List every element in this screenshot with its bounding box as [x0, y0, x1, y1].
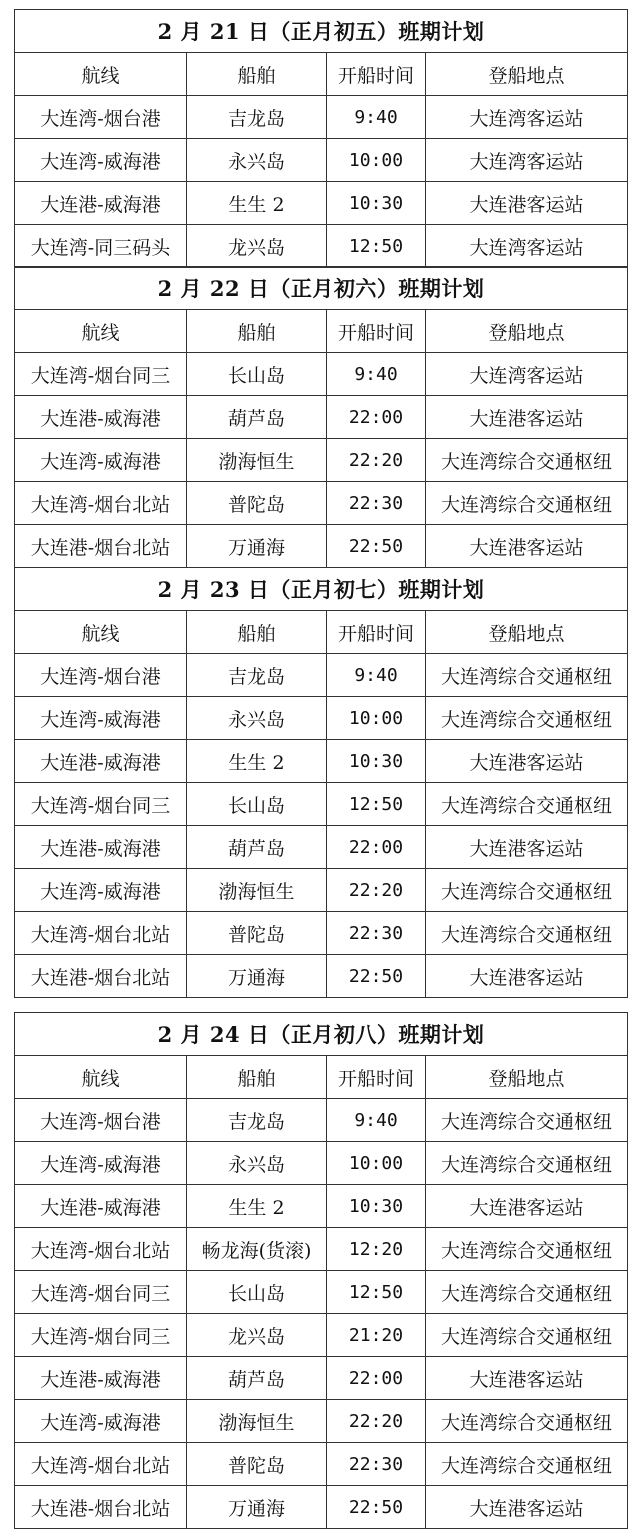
route-cell: 大连湾-烟台同三: [15, 783, 187, 826]
location-cell: 大连港客运站: [426, 396, 628, 439]
table-row: [15, 1185, 628, 1228]
location-cell: 大连港客运站: [426, 182, 628, 225]
location-cell: 大连湾客运站: [426, 225, 628, 268]
table-row: [15, 740, 628, 783]
time-cell: 22:30: [327, 912, 426, 955]
header-location: 登船地点: [426, 1056, 628, 1099]
route-cell: 大连湾-威海港: [15, 1142, 187, 1185]
ship-cell: 渤海恒生: [187, 1400, 327, 1443]
ship-cell: 长山岛: [187, 1271, 327, 1314]
location-cell: 大连港客运站: [426, 1357, 628, 1400]
route-cell: 大连港-烟台北站: [15, 525, 187, 568]
time-cell: 9:40: [327, 96, 426, 139]
time-cell: 22:00: [327, 396, 426, 439]
route-cell: 大连港-威海港: [15, 740, 187, 783]
schedule-table: [14, 266, 628, 568]
route-cell: 大连湾-烟台同三: [15, 353, 187, 396]
ship-cell: 生生 2: [187, 1185, 327, 1228]
time-cell: 12:20: [327, 1228, 426, 1271]
location-cell: 大连湾综合交通枢纽: [426, 912, 628, 955]
header-time: 开船时间: [327, 611, 426, 654]
ship-cell: 龙兴岛: [187, 225, 327, 268]
table-header-row: [15, 53, 628, 96]
table-row: [15, 697, 628, 740]
location-cell: 大连湾客运站: [426, 139, 628, 182]
time-cell: 22:50: [327, 1486, 426, 1529]
time-cell: 10:30: [327, 182, 426, 225]
header-route: 航线: [15, 611, 187, 654]
table-row: [15, 182, 628, 225]
table-row: [15, 396, 628, 439]
location-cell: 大连湾综合交通枢纽: [426, 439, 628, 482]
table-row: [15, 1314, 628, 1357]
time-cell: 12:50: [327, 225, 426, 268]
route-cell: 大连湾-烟台北站: [15, 912, 187, 955]
route-cell: 大连湾-烟台北站: [15, 1228, 187, 1271]
ship-cell: 永兴岛: [187, 1142, 327, 1185]
ship-cell: 渤海恒生: [187, 869, 327, 912]
time-cell: 10:00: [327, 1142, 426, 1185]
table-row: [15, 1486, 628, 1529]
table-header-row: [15, 310, 628, 353]
location-cell: 大连湾综合交通枢纽: [426, 654, 628, 697]
route-cell: 大连港-威海港: [15, 396, 187, 439]
ship-cell: 吉龙岛: [187, 654, 327, 697]
route-cell: 大连湾-烟台同三: [15, 1271, 187, 1314]
table-row: [15, 654, 628, 697]
table-row: [15, 1142, 628, 1185]
location-cell: 大连湾综合交通枢纽: [426, 1271, 628, 1314]
table-row: [15, 1443, 628, 1486]
header-time: 开船时间: [327, 53, 426, 96]
table-row: [15, 1357, 628, 1400]
table-row: [15, 353, 628, 396]
header-location: 登船地点: [426, 611, 628, 654]
time-cell: 22:30: [327, 482, 426, 525]
location-cell: 大连湾综合交通枢纽: [426, 1400, 628, 1443]
location-cell: 大连港客运站: [426, 955, 628, 998]
header-time: 开船时间: [327, 1056, 426, 1099]
table-row: [15, 912, 628, 955]
location-cell: 大连港客运站: [426, 525, 628, 568]
ship-cell: 生生 2: [187, 182, 327, 225]
header-route: 航线: [15, 53, 187, 96]
schedule-title: 2 月 23 日（正月初七）班期计划: [15, 568, 628, 611]
ship-cell: 永兴岛: [187, 139, 327, 182]
header-ship: 船舶: [187, 53, 327, 96]
table-row: [15, 139, 628, 182]
route-cell: 大连湾-烟台北站: [15, 482, 187, 525]
schedule-table: [14, 9, 628, 268]
table-row: [15, 439, 628, 482]
route-cell: 大连港-烟台北站: [15, 1486, 187, 1529]
time-cell: 9:40: [327, 353, 426, 396]
time-cell: 9:40: [327, 1099, 426, 1142]
route-cell: 大连湾-烟台港: [15, 654, 187, 697]
schedule-table: [14, 567, 628, 998]
location-cell: 大连湾综合交通枢纽: [426, 482, 628, 525]
time-cell: 22:20: [327, 1400, 426, 1443]
route-cell: 大连湾-烟台港: [15, 1099, 187, 1142]
table-row: [15, 482, 628, 525]
ship-cell: 普陀岛: [187, 912, 327, 955]
time-cell: 22:30: [327, 1443, 426, 1486]
route-cell: 大连湾-威海港: [15, 439, 187, 482]
location-cell: 大连湾综合交通枢纽: [426, 783, 628, 826]
route-cell: 大连港-威海港: [15, 1185, 187, 1228]
ship-cell: 吉龙岛: [187, 1099, 327, 1142]
location-cell: 大连港客运站: [426, 826, 628, 869]
time-cell: 10:00: [327, 697, 426, 740]
header-route: 航线: [15, 1056, 187, 1099]
ship-cell: 普陀岛: [187, 1443, 327, 1486]
time-cell: 10:00: [327, 139, 426, 182]
ship-cell: 吉龙岛: [187, 96, 327, 139]
table-header-row: [15, 611, 628, 654]
time-cell: 22:20: [327, 869, 426, 912]
ship-cell: 葫芦岛: [187, 826, 327, 869]
route-cell: 大连港-威海港: [15, 826, 187, 869]
schedule-title-row: [15, 267, 628, 310]
table-row: [15, 525, 628, 568]
location-cell: 大连湾综合交通枢纽: [426, 1314, 628, 1357]
table-row: [15, 1228, 628, 1271]
location-cell: 大连湾综合交通枢纽: [426, 1099, 628, 1142]
ship-cell: 龙兴岛: [187, 1314, 327, 1357]
schedule-title-row: [15, 10, 628, 53]
header-location: 登船地点: [426, 53, 628, 96]
ship-cell: 生生 2: [187, 740, 327, 783]
route-cell: 大连湾-烟台北站: [15, 1443, 187, 1486]
ship-cell: 渤海恒生: [187, 439, 327, 482]
ship-cell: 畅龙海(货滚): [187, 1228, 327, 1271]
time-cell: 22:50: [327, 955, 426, 998]
location-cell: 大连港客运站: [426, 740, 628, 783]
table-row: [15, 96, 628, 139]
table-row: [15, 869, 628, 912]
ship-cell: 长山岛: [187, 783, 327, 826]
header-time: 开船时间: [327, 310, 426, 353]
route-cell: 大连湾-烟台港: [15, 96, 187, 139]
schedule-title: 2 月 21 日（正月初五）班期计划: [15, 10, 628, 53]
time-cell: 10:30: [327, 1185, 426, 1228]
location-cell: 大连湾综合交通枢纽: [426, 869, 628, 912]
location-cell: 大连湾综合交通枢纽: [426, 1443, 628, 1486]
time-cell: 22:00: [327, 1357, 426, 1400]
time-cell: 12:50: [327, 783, 426, 826]
route-cell: 大连湾-威海港: [15, 869, 187, 912]
time-cell: 22:00: [327, 826, 426, 869]
location-cell: 大连港客运站: [426, 1185, 628, 1228]
header-route: 航线: [15, 310, 187, 353]
ship-cell: 万通海: [187, 1486, 327, 1529]
header-ship: 船舶: [187, 611, 327, 654]
table-row: [15, 1271, 628, 1314]
ship-cell: 永兴岛: [187, 697, 327, 740]
location-cell: 大连湾综合交通枢纽: [426, 1142, 628, 1185]
header-ship: 船舶: [187, 1056, 327, 1099]
route-cell: 大连湾-威海港: [15, 139, 187, 182]
route-cell: 大连港-威海港: [15, 1357, 187, 1400]
time-cell: 10:30: [327, 740, 426, 783]
table-row: [15, 1400, 628, 1443]
route-cell: 大连湾-同三码头: [15, 225, 187, 268]
table-row: [15, 1099, 628, 1142]
table-row: [15, 955, 628, 998]
table-row: [15, 783, 628, 826]
route-cell: 大连湾-威海港: [15, 1400, 187, 1443]
time-cell: 12:50: [327, 1271, 426, 1314]
ship-cell: 葫芦岛: [187, 396, 327, 439]
location-cell: 大连湾客运站: [426, 96, 628, 139]
table-header-row: [15, 1056, 628, 1099]
time-cell: 21:20: [327, 1314, 426, 1357]
ship-cell: 万通海: [187, 955, 327, 998]
header-ship: 船舶: [187, 310, 327, 353]
time-cell: 9:40: [327, 654, 426, 697]
location-cell: 大连港客运站: [426, 1486, 628, 1529]
table-row: [15, 225, 628, 268]
schedule-title: 2 月 22 日（正月初六）班期计划: [15, 267, 628, 310]
table-row: [15, 826, 628, 869]
route-cell: 大连港-烟台北站: [15, 955, 187, 998]
schedule-title-row: [15, 568, 628, 611]
ship-cell: 长山岛: [187, 353, 327, 396]
time-cell: 22:20: [327, 439, 426, 482]
ship-cell: 葫芦岛: [187, 1357, 327, 1400]
time-cell: 22:50: [327, 525, 426, 568]
route-cell: 大连湾-威海港: [15, 697, 187, 740]
location-cell: 大连湾综合交通枢纽: [426, 697, 628, 740]
location-cell: 大连湾综合交通枢纽: [426, 1228, 628, 1271]
location-cell: 大连湾客运站: [426, 353, 628, 396]
header-location: 登船地点: [426, 310, 628, 353]
schedule-title: 2 月 24 日（正月初八）班期计划: [15, 1013, 628, 1056]
ship-cell: 普陀岛: [187, 482, 327, 525]
schedule-table: [14, 1012, 628, 1529]
ship-cell: 万通海: [187, 525, 327, 568]
route-cell: 大连湾-烟台同三: [15, 1314, 187, 1357]
route-cell: 大连港-威海港: [15, 182, 187, 225]
schedule-title-row: [15, 1013, 628, 1056]
